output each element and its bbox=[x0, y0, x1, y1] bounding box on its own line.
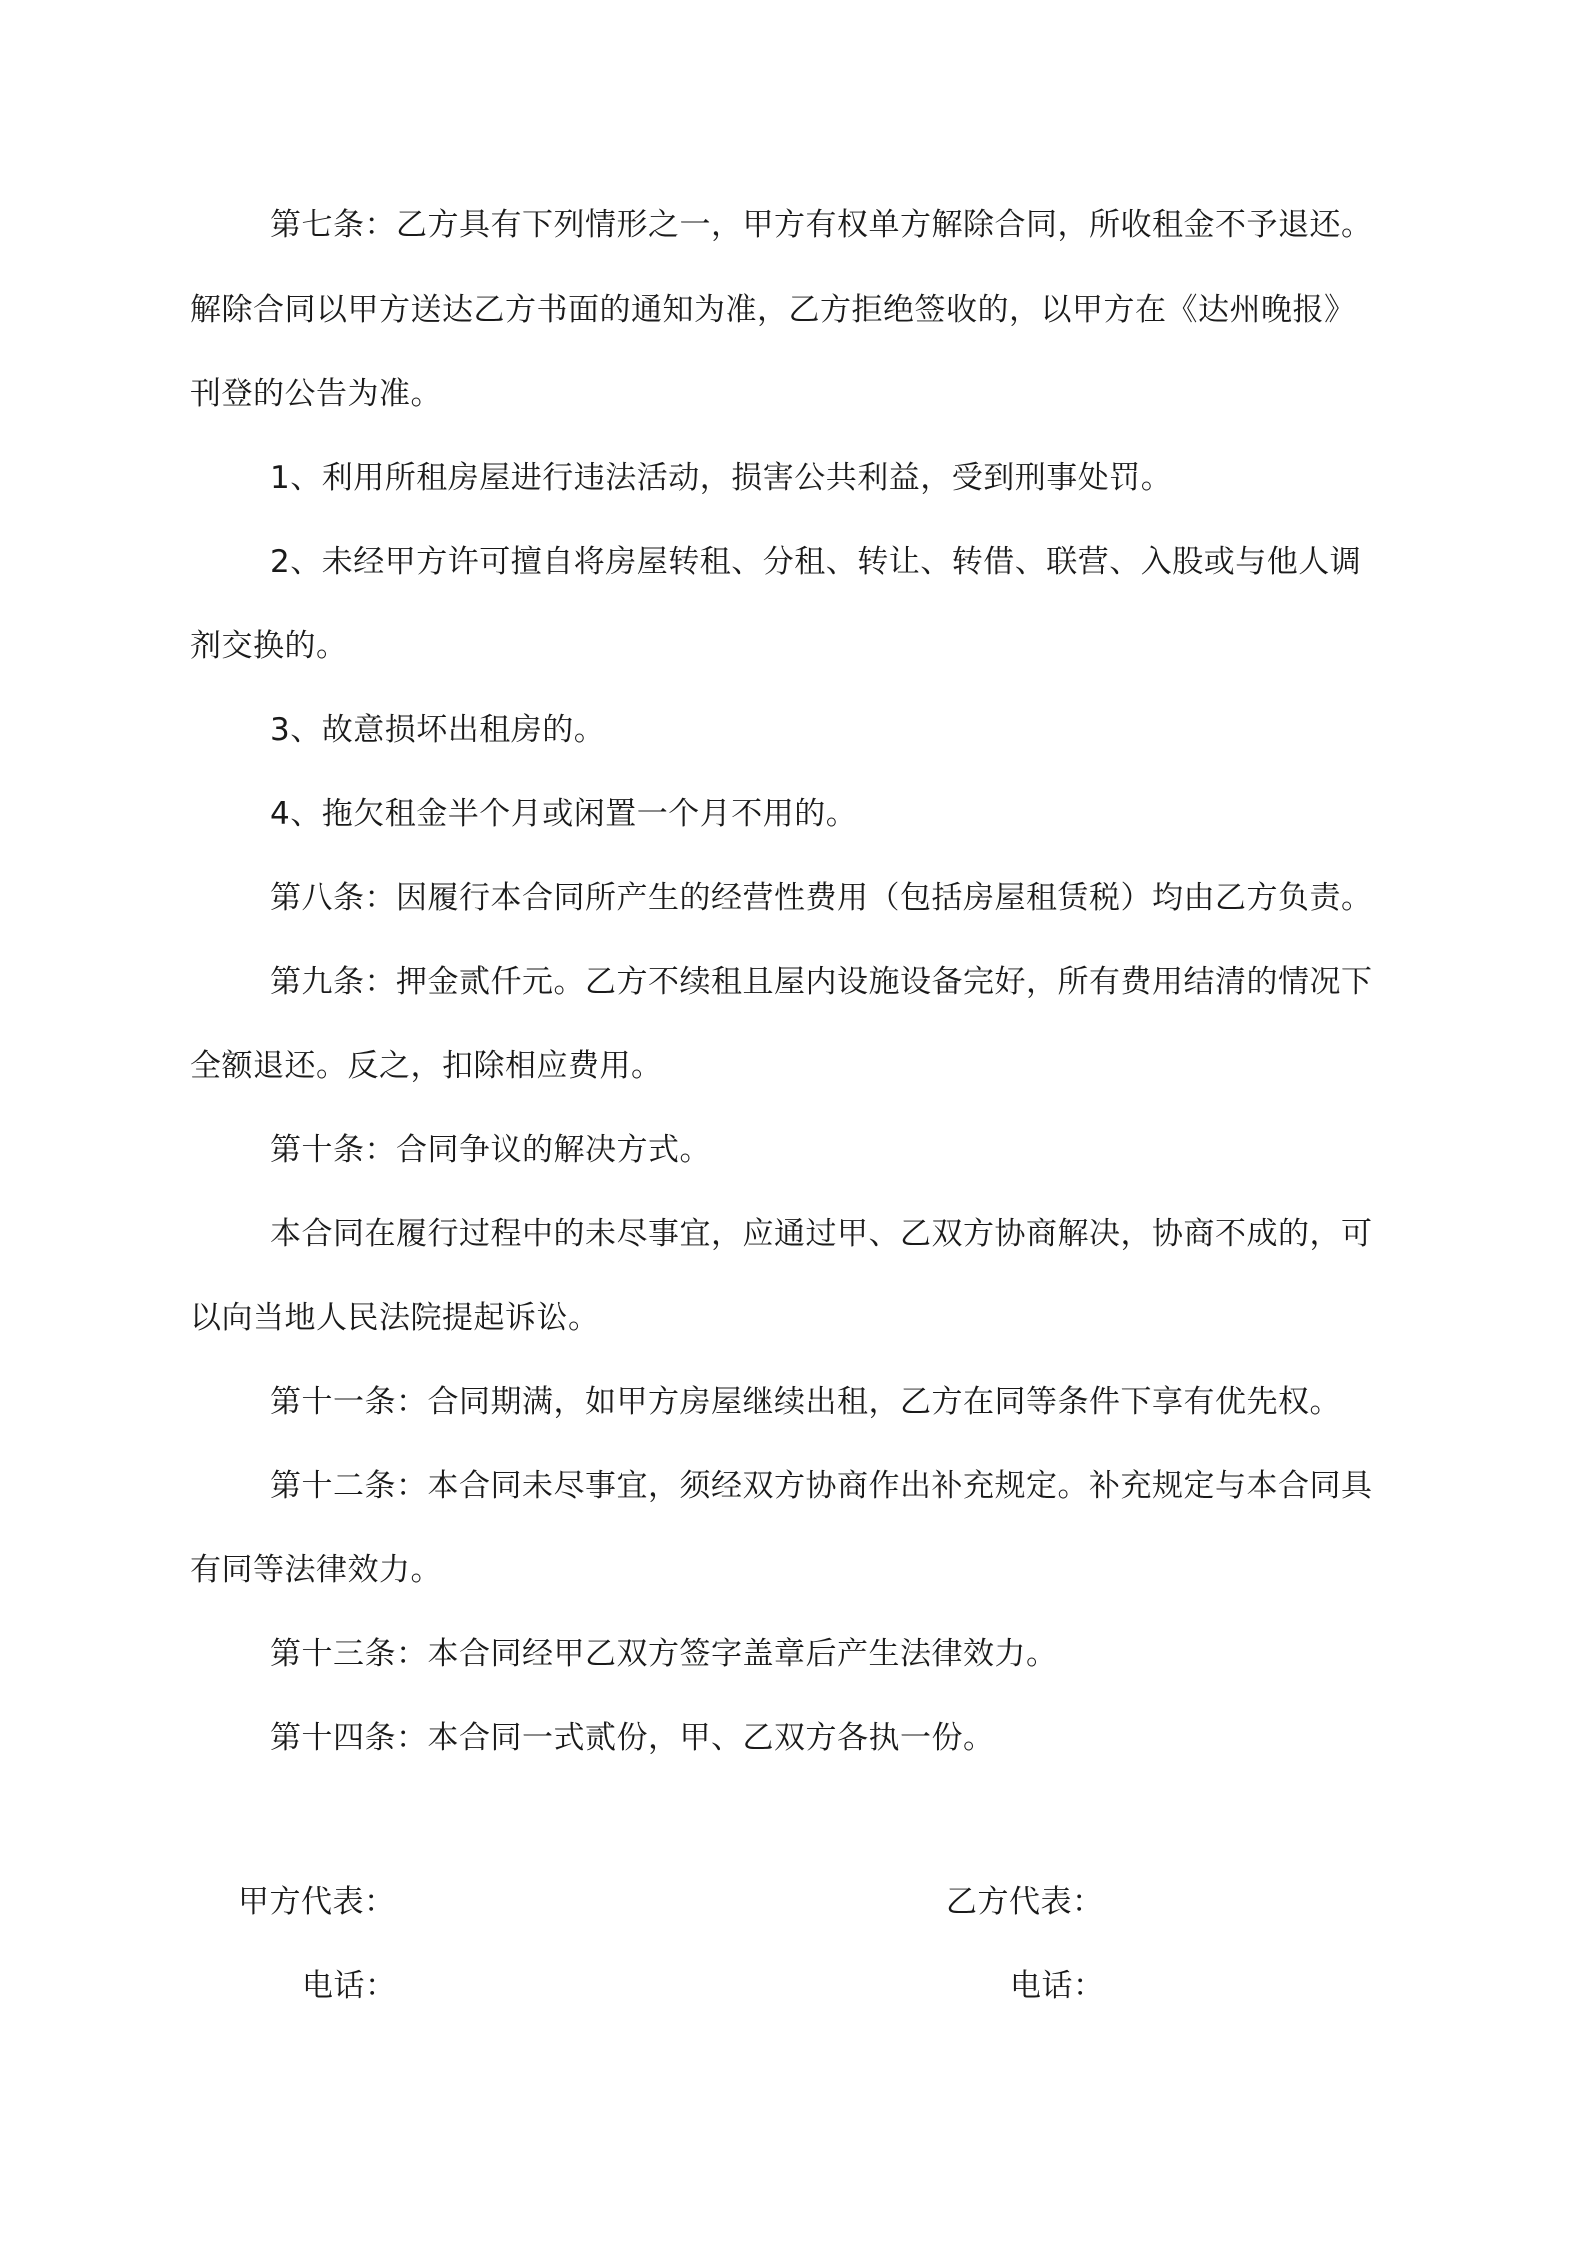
article-7-line-1: 第七条：乙方具有下列情形之一，甲方有权单方解除合同，所收租金不予退还。 bbox=[270, 207, 1373, 243]
party-a-phone-label: 电话： bbox=[302, 1968, 397, 2004]
dispute-resolution-line-2: 以向当地人民法院提起诉讼。 bbox=[190, 1300, 600, 1336]
clause-1: 1、利用所租房屋进行违法活动，损害公共利益，受到刑事处罚。 bbox=[270, 460, 1173, 496]
article-12-line-1: 第十二条：本合同未尽事宜，须经双方协商作出补充规定。补充规定与本合同具 bbox=[270, 1468, 1373, 1504]
article-7-line-2: 解除合同以甲方送达乙方书面的通知为准，乙方拒绝签收的，以甲方在《达州晚报》 bbox=[190, 292, 1356, 328]
clause-2-line-2: 剂交换的。 bbox=[190, 628, 348, 664]
article-7-line-3: 刊登的公告为准。 bbox=[190, 376, 442, 412]
clause-3: 3、故意损坏出租房的。 bbox=[270, 712, 606, 748]
article-13: 第十三条：本合同经甲乙双方签字盖章后产生法律效力。 bbox=[270, 1636, 1058, 1672]
article-11: 第十一条：合同期满，如甲方房屋继续出租，乙方在同等条件下享有优先权。 bbox=[270, 1384, 1341, 1420]
party-b-representative-label: 乙方代表： bbox=[946, 1884, 1104, 1920]
article-10: 第十条：合同争议的解决方式。 bbox=[270, 1132, 711, 1168]
party-a-representative-label: 甲方代表： bbox=[238, 1884, 396, 1920]
article-9-line-1: 第九条：押金贰仟元。乙方不续租且屋内设施设备完好，所有费用结清的情况下 bbox=[270, 964, 1373, 1000]
clause-4: 4、拖欠租金半个月或闲置一个月不用的。 bbox=[270, 796, 858, 832]
dispute-resolution-line-1: 本合同在履行过程中的未尽事宜，应通过甲、乙双方协商解决，协商不成的，可 bbox=[270, 1216, 1373, 1252]
article-12-line-2: 有同等法律效力。 bbox=[190, 1552, 442, 1588]
article-9-line-2: 全额退还。反之，扣除相应费用。 bbox=[190, 1048, 663, 1084]
clause-2-line-1: 2、未经甲方许可擅自将房屋转租、分租、转让、转借、联营、入股或与他人调 bbox=[270, 544, 1362, 580]
party-b-phone-label: 电话： bbox=[1010, 1968, 1105, 2004]
article-14: 第十四条：本合同一式贰份，甲、乙双方各执一份。 bbox=[270, 1720, 995, 1756]
article-8: 第八条：因履行本合同所产生的经营性费用（包括房屋租赁税）均由乙方负责。 bbox=[270, 880, 1373, 916]
